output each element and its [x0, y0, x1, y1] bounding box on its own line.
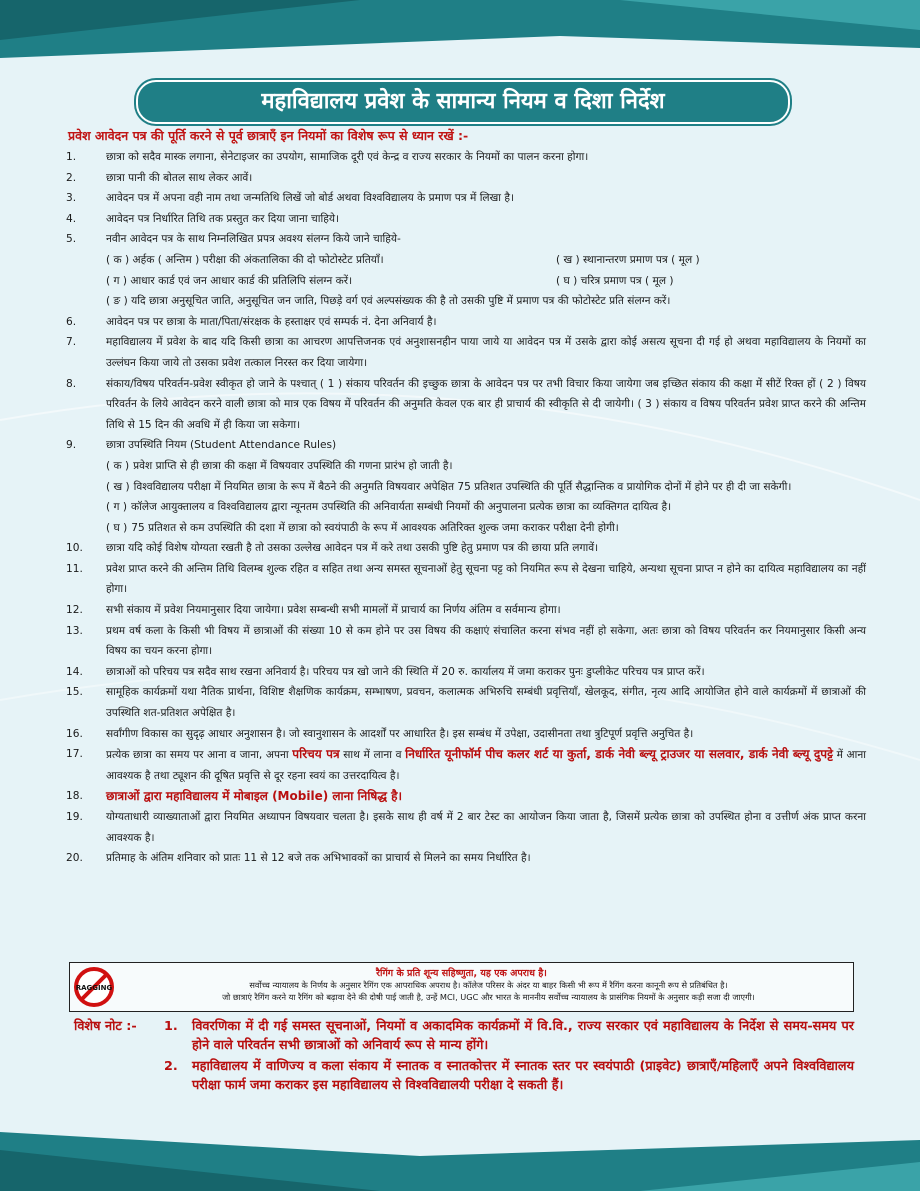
- rule-text: प्रवेश प्राप्त करने की अन्तिम तिथि विलम्ब शुल्क रहित व सहित तथा अन्य समस्त सूचनाओं हेतु सूचना पट्ट को नियमित रूप से देखना चाहिये, अन्यथा सूचना प्राप्त न होने का दायित्व महाविद्यालय का नहीं होगा।: [106, 562, 866, 596]
- rule-item: [66, 786, 866, 807]
- rule-number: 10.: [66, 542, 83, 555]
- rule-text: आवेदन पत्र में अपना वही नाम तथा जन्मतिथि लिखें जो बोर्ड अथवा विश्वविद्यालय के प्रमाण पत्र में लिखा है।: [106, 192, 515, 205]
- uniform-highlight: निर्धारित यूनीफॉर्म पीच कलर शर्ट या कुर्ता, डार्क नेवी ब्ल्यू ट्राउजर या सलवार, डार्क नेवी ब्ल्यू दुपट्टे: [405, 747, 833, 762]
- rule-text: प्रथम वर्ष कला के किसी भी विषय में छात्राओं की संख्या 10 से कम होने पर उस विषय की कक्षाएं संचालित करना संभव नहीं हो सकेगा, अतः छात्रा को विषय परिवर्तन कर नियमानुसार किसी अन्य विषय का चयन करना होगा।: [106, 624, 866, 658]
- rule-text-part: प्रत्येक छात्रा का समय पर आना व जाना, अपना: [106, 749, 293, 762]
- rule-number: 2.: [66, 171, 77, 184]
- ragging-heading: रैगिंग के प्रति शून्य सहिष्णुता, यह एक अपराध है।: [376, 968, 547, 979]
- rule-number: 17.: [66, 748, 83, 761]
- rule-text: छात्राओं को परिचय पत्र सदैव साथ रखना अनिवार्य है। परिचय पत्र खो जाने की स्थिति में 20 रु. कार्यालय में जमा कराकर पुनः डुप्लीकेट परिचय पत्र प्राप्त करें।: [106, 665, 705, 678]
- rule-item: [66, 724, 866, 745]
- rule-number: 12.: [66, 604, 83, 617]
- rule-item: [66, 559, 866, 600]
- rule-item: [66, 682, 866, 723]
- note-number: 1.: [164, 1019, 178, 1034]
- rule-number: 6.: [66, 315, 77, 328]
- rule-text: सामूहिक कार्यक्रमों यथा नैतिक प्रार्थना, विशिष्ट शैक्षणिक कार्यक्रम, सम्भाषण, प्रवचन, कलात्मक अभिरुचि सम्बंधी प्रवृत्तियाँ, खेलकूद, संगीत, नृत्य आदि आयोजित होने वाले कार्यक्रमों में छात्राओं की उपस्थिति शत-प्रतिशत अपेक्षित है।: [106, 686, 866, 720]
- rule-text: प्रतिमाह के अंतिम शनिवार को प्रातः 11 से 12 बजे तक अभिभावकों का प्राचार्य से मिलने का समय निर्धारित है।: [106, 852, 531, 865]
- rule-text: महाविद्यालय में प्रवेश के बाद यदि किसी छात्रा का आचरण आपत्तिजनक एवं अनुशासनहीन पाया जाये या आवेदन पत्र में उसके द्वारा कोई असत्य सूचना दी गई हो अथवा महाविद्यालय के नियमों का उल्लंघन किया जाये तो उसका प्रवेश तत्काल निरस्त कर दिया जायेगा।: [106, 336, 866, 369]
- rule-number: 20.: [66, 852, 83, 865]
- rule-item: [66, 209, 866, 230]
- rule-number: 5.: [66, 233, 77, 246]
- rule-item: [66, 188, 866, 209]
- sub-rule-text: प्रवेश प्राप्ति से ही छात्रा की कक्षा में विषयवार उपस्थिति की गणना प्रारंभ हो जाती है।: [133, 459, 453, 472]
- rule-item: [66, 332, 866, 373]
- rule-number: 4.: [66, 212, 77, 225]
- rule-number: 1.: [66, 151, 77, 163]
- rule-number: 8.: [66, 377, 77, 390]
- attendance-sub-rule: [106, 518, 866, 539]
- rule-item: [66, 147, 866, 168]
- special-note-item: [164, 1057, 854, 1095]
- anti-ragging-box: [69, 962, 854, 1012]
- attendance-sub-rule: [106, 477, 866, 498]
- document-item: ( क ) अर्हक ( अन्तिम ) परीक्षा की अंकतालिका की दो फोटोस्टेट प्रतियाँ।: [106, 253, 384, 266]
- sub-rule-text: कॉलेज आयुक्तालय व विश्वविद्यालय द्वारा न्यूनतम उपस्थिति की अनिवार्यता सम्बंधी नियमों की अनुपालना प्रत्येक छात्रा का व्यक्तिगत दायित्व है।: [130, 501, 672, 514]
- rule-text: छात्रा यदि कोई विशेष योग्यता रखती है तो उसका उल्लेख आवेदन पत्र में करे तथा उसकी पुष्टि हेतु प्रमाण पत्र की छाया प्रति लगावें।: [106, 542, 599, 555]
- rule-number: 19.: [66, 811, 83, 823]
- rule-item: [66, 312, 866, 333]
- rule-number: 9.: [66, 439, 77, 452]
- rule-item: [66, 600, 866, 621]
- rule-text: आवेदन पत्र निर्धारित तिथि तक प्रस्तुत कर दिया जाना चाहिये।: [106, 212, 340, 225]
- rule-number: 18.: [66, 790, 83, 803]
- sub-rule-label: ( ग ): [106, 501, 127, 514]
- special-note-label: विशेष नोट :-: [74, 1019, 137, 1034]
- rule-number: 7.: [66, 336, 77, 349]
- id-card-highlight: परिचय पत्र: [292, 747, 340, 762]
- rule-item: [66, 848, 866, 869]
- rule-item: [66, 435, 866, 538]
- document-item: ( ख ) स्थानान्तरण प्रमाण पत्र ( मूल ): [556, 253, 700, 266]
- rule-number: 11.: [66, 562, 83, 575]
- rule-text: सर्वांगीण विकास का सुदृढ़ आधार अनुशासन है। जो स्वानुशासन के आदर्शों पर आधारित है। इस सम्बंध में उपेक्षा, उदासीनता तथा त्रुटिपूर्ण प्रवृत्ति अनुचित है।: [106, 727, 694, 740]
- rule-text: [106, 744, 866, 786]
- ragging-line: सर्वोच्च न्यायालय के निर्णय के अनुसार रैगिंग एक आपराधिक अपराध है। कॉलेज परिसर के अंदर या बाहर किसी भी रूप में रैगिंग करना कानूनी रूप से प्रतिबंधित है।: [249, 980, 728, 990]
- rule-item: [66, 538, 866, 559]
- page-title: महाविद्यालय प्रवेश के सामान्य नियम व दिशा निर्देश: [136, 80, 790, 124]
- sub-rule-text: 75 प्रतिशत से कम उपस्थिति की दशा में छात्रा को स्वयंपाठी के रूप में आवश्यक अतिरिक्त शुल्क जमा कराकर परीक्षा देनी होगी।: [131, 521, 619, 534]
- rule-text: छात्रा पानी की बोतल साथ लेकर आवें।: [106, 171, 253, 184]
- rule-number: 14.: [66, 665, 83, 678]
- rule-text: आवेदन पत्र पर छात्रा के माता/पिता/संरक्षक के हस्ताक्षर एवं सम्पर्क नं. देना अनिवार्य है।: [106, 315, 437, 328]
- sub-rule-label: ( क ): [106, 459, 130, 472]
- attendance-sub-rule: [106, 456, 866, 477]
- rule-item: [66, 168, 866, 189]
- rule-number: 3.: [66, 192, 77, 205]
- rule-text: सभी संकाय में प्रवेश नियमानुसार दिया जायेगा। प्रवेश सम्बन्धी सभी मामलों में प्राचार्य का निर्णय अंतिम व सर्वमान्य होगा।: [106, 604, 561, 617]
- note-number: 2.: [164, 1059, 178, 1074]
- rule-item: [66, 662, 866, 683]
- sub-rule-text: विश्वविद्यालय परीक्षा में नियमित छात्रा के रूप में बैठने की अनुमति विषयवार अपेक्षित 75 प्रतिशत उपस्थिति की पूर्ति सैद्धान्तिक व प्रायोगिक दोनों में होने पर ही दी जा सकेगी।: [133, 480, 792, 493]
- document-item: ( ग ) आधार कार्ड एवं जन आधार कार्ड की प्रतिलिपि संलग्न करें।: [106, 274, 353, 287]
- note-text: विवरणिका में दी गई समस्त सूचनाओं, नियमों व अकादमिक कार्यक्रमों में वि.वि., राज्य सरकार एवं महाविद्यालय के निर्देश से समय-समय पर होने वाले परिवर्तन सभी छात्राओं को अनिवार्य रूप से मान्य होंगे।: [192, 1019, 854, 1053]
- document-item: ( ङ ) यदि छात्रा अनुसूचित जाति, अनुसूचित जन जाति, पिछड़े वर्ग एवं अल्पसंख्यक की है तो उसकी पुष्टि में प्रमाण पत्र की फोटोस्टेट प्रति संलग्न करें।: [106, 295, 671, 308]
- rule-text-part: साथ में लाना व: [339, 749, 406, 762]
- rule-number: 13.: [66, 624, 83, 637]
- sub-rule-label: ( घ ): [106, 521, 128, 534]
- rule-text: योग्यताधारी व्याख्याताओं द्वारा नियमित अध्यापन विषयवार चलता है। इसके साथ ही वर्ष में 2 बार टेस्ट का आयोजन किया जाता है, जिसमें प्रत्येक छात्रा को उपस्थित होना व उत्तीर्ण अंक प्राप्त करना आवश्यक है।: [106, 811, 866, 844]
- document-item: ( घ ) चरित्र प्रमाण पत्र ( मूल ): [556, 274, 674, 287]
- rule-item: [66, 374, 866, 436]
- rule-number: 16.: [66, 727, 83, 740]
- rule-text: नवीन आवेदन पत्र के साथ निम्नलिखित प्रपत्र अवश्य संलग्न किये जाने चाहिये-: [106, 233, 401, 246]
- rule-item: [66, 229, 866, 311]
- rule-text: संकाय/विषय परिवर्तन-प्रवेश स्वीकृत हो जाने के पश्चात् ( 1 ) संकाय परिवर्तन की इच्छुक छात्रा के आवेदन पत्र पर तभी विचार किया जायेगा जब इच्छित संकाय की कक्षा में सीटें रिक्त हों ( 2 ) विषय परिवर्तन के लिये आवेदन करने वाली छात्रा को मात्र एक विषय में परिवर्तन की अनुमति केवल एक बार ही प्राचार्य की स्वीकृति से दी जायेगी। ( 3 ) संकाय व विषय परिवर्तन प्रवेश प्राप्त करने की अन्तिम तिथि से 15 दिन की अवधि में ही किया जा सकेगा।: [106, 377, 866, 431]
- rule-text: छात्रा को सदैव मास्क लगाना, सेनेटाइजर का उपयोग, सामाजिक दूरी एवं केन्द्र व राज्य सरकार के नियमों का पालन करना होगा।: [106, 151, 589, 163]
- ragging-icon-label: RAGGING: [75, 984, 113, 992]
- rule-item: [66, 807, 866, 848]
- rules-list: [66, 147, 866, 869]
- attendance-sub-rule: [106, 497, 866, 518]
- rule-text: छात्रा उपस्थिति नियम (Student Attendance Rules): [106, 439, 337, 452]
- rule-text-part: में आना आवश्यक है तथा ट्यूशन की दूषित प्रवृत्ति से दूर रहना स्वयं का उत्तरदायित्व है।: [106, 749, 866, 782]
- mobile-ban-text: छात्राओं द्वारा महाविद्यालय में मोबाइल (Mobile) लाना निषिद्ध है।: [106, 789, 403, 804]
- document-pair: [106, 250, 866, 271]
- no-ragging-icon: [73, 966, 115, 1008]
- ragging-line: जो छात्राएं रैगिंग करने या रैगिंग को बढ़ावा देने की दोषी पाई जाती है, उन्हें MCI, UGC और भारत के माननीय सर्वोच्च न्यायालय के प्रासंगिक नियमों के अनुसार कड़ी सजा दी जाएगी।: [222, 992, 755, 1002]
- rule-item: [66, 621, 866, 662]
- instructions-heading: प्रवेश आवेदन पत्र की पूर्ति करने से पूर्व छात्राएँ इन नियमों का विशेष रूप से ध्यान रखें :-: [68, 128, 469, 143]
- note-text: महाविद्यालय में वाणिज्य व कला संकाय में स्नातक व स्नातकोत्तर में स्नातक स्तर पर स्वयंपाठी (प्राइवेट) छात्राएँ/महिलाएँ अपने विश्वविद्यालय परीक्षा फार्म जमा कराकर इस महाविद्यालय से विश्वविद्यालयी परीक्षा दे सकती हैं।: [192, 1059, 854, 1093]
- sub-rule-label: ( ख ): [106, 480, 130, 493]
- special-note-item: [164, 1017, 854, 1055]
- document-pair: [106, 271, 866, 292]
- rule-number: 15.: [66, 686, 83, 699]
- rule-item: [66, 744, 866, 786]
